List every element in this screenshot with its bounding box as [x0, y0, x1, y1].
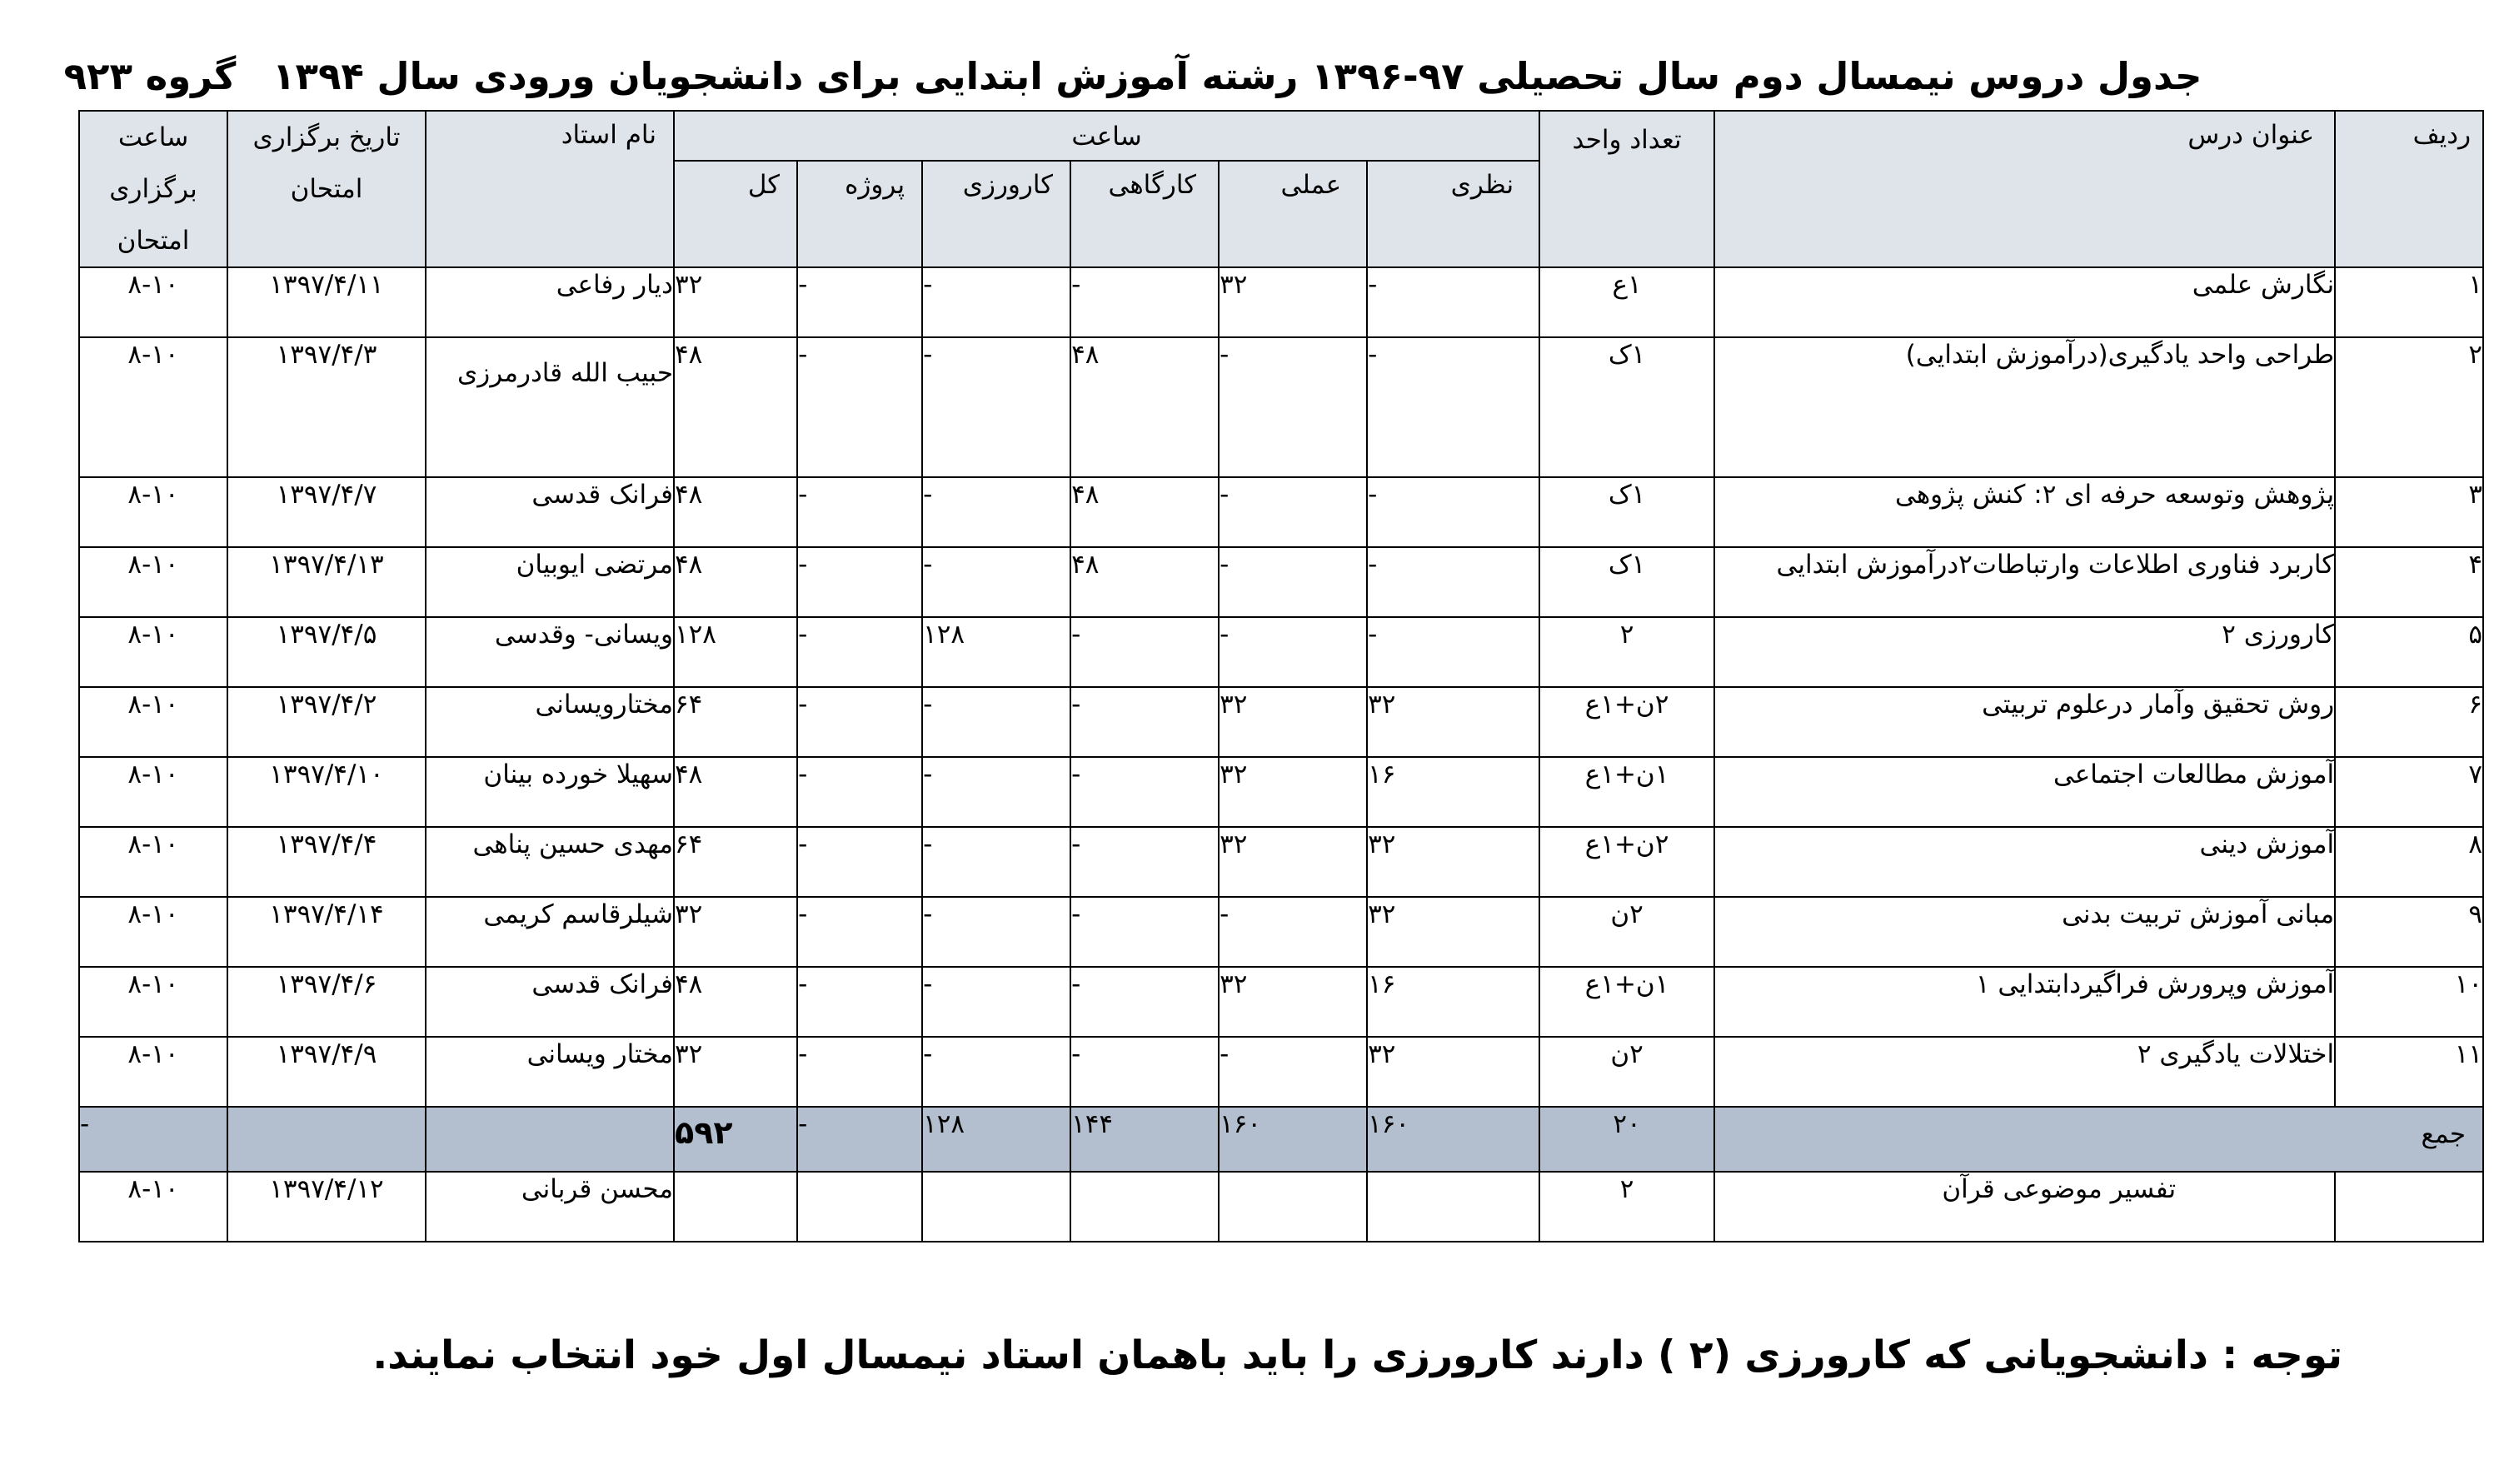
cell-exam-time: ۸-۱۰: [79, 827, 227, 897]
cell-internship: -: [922, 337, 1070, 477]
cell-units: ۲ن+۱ع: [1539, 827, 1714, 897]
page-title: [0, 43, 2266, 110]
cell-total: ۴۸: [674, 477, 797, 547]
cell-project: -: [797, 337, 922, 477]
cell-course-title: کارورزی ۲: [1714, 617, 2335, 687]
cell-project: -: [797, 617, 922, 687]
cell-practical: ۳۲: [1219, 687, 1367, 757]
table-row: [79, 897, 2483, 967]
totals-professor: [426, 1107, 674, 1172]
cell-project: -: [797, 687, 922, 757]
extra-internship: [922, 1172, 1070, 1242]
cell-theory: ۳۲: [1367, 1037, 1539, 1107]
cell-workshop: -: [1070, 267, 1219, 337]
cell-professor: فرانک قدسی: [426, 477, 674, 547]
cell-units: ۲ن: [1539, 897, 1714, 967]
extra-exam-time: ۸-۱۰: [79, 1172, 227, 1242]
cell-course-title: آموزش وپرورش فراگیردابتدایی ۱: [1714, 967, 2335, 1037]
totals-internship: ۱۲۸: [922, 1107, 1070, 1172]
cell-units: ۱ک: [1539, 477, 1714, 547]
cell-professor: شیلرقاسم کریمی: [426, 897, 674, 967]
cell-workshop: ۴۸: [1070, 477, 1219, 547]
cell-theory: ۱۶: [1367, 757, 1539, 827]
cell-project: -: [797, 547, 922, 617]
table-row: [79, 1037, 2483, 1107]
header-course-title: عنوان درس: [1714, 111, 2335, 267]
header-hours: ساعت: [674, 111, 1539, 161]
cell-professor: مرتضی ایوبیان: [426, 547, 674, 617]
cell-row-no: ۵: [2335, 617, 2483, 687]
cell-total: ۴۸: [674, 967, 797, 1037]
cell-exam-time: ۸-۱۰: [79, 337, 227, 477]
cell-row-no: ۶: [2335, 687, 2483, 757]
table-row: [79, 757, 2483, 827]
cell-project: -: [797, 477, 922, 547]
totals-theory: ۱۶۰: [1367, 1107, 1539, 1172]
cell-workshop: -: [1070, 827, 1219, 897]
header-professor: نام استاد: [426, 111, 674, 267]
cell-row-no: ۳: [2335, 477, 2483, 547]
extra-units: ۲: [1539, 1172, 1714, 1242]
cell-exam-date: ۱۳۹۷/۴/۳: [227, 337, 426, 477]
cell-project: -: [797, 897, 922, 967]
cell-total: ۴۸: [674, 547, 797, 617]
cell-total: ۶۴: [674, 687, 797, 757]
cell-exam-date: ۱۳۹۷/۴/۶: [227, 967, 426, 1037]
cell-workshop: ۴۸: [1070, 547, 1219, 617]
table-row: [79, 477, 2483, 547]
cell-total: ۳۲: [674, 1037, 797, 1107]
cell-exam-time: ۸-۱۰: [79, 617, 227, 687]
cell-row-no: ۷: [2335, 757, 2483, 827]
table-row: [79, 267, 2483, 337]
cell-units: ۲: [1539, 617, 1714, 687]
totals-exam-time: -: [79, 1107, 227, 1172]
cell-exam-time: ۸-۱۰: [79, 477, 227, 547]
cell-total: ۶۴: [674, 827, 797, 897]
cell-internship: -: [922, 967, 1070, 1037]
cell-theory: -: [1367, 617, 1539, 687]
cell-exam-time: ۸-۱۰: [79, 967, 227, 1037]
footnote: توجه : دانشجویانی که کارورزی (۲ ) دارند کارورزی را باید باهمان استاد نیمسال اول خود انتخاب نمایند.: [372, 1332, 2342, 1378]
cell-workshop: -: [1070, 1037, 1219, 1107]
cell-professor: مهدی حسین پناهی: [426, 827, 674, 897]
totals-project: -: [797, 1107, 922, 1172]
header-workshop: کارگاهی: [1070, 161, 1219, 267]
table-header: [79, 111, 2483, 267]
cell-internship: -: [922, 267, 1070, 337]
cell-total: ۴۸: [674, 757, 797, 827]
cell-project: -: [797, 827, 922, 897]
cell-row-no: ۸: [2335, 827, 2483, 897]
cell-exam-time: ۸-۱۰: [79, 547, 227, 617]
cell-exam-time: ۸-۱۰: [79, 897, 227, 967]
cell-course-title: آموزش دینی: [1714, 827, 2335, 897]
header-row-no: ردیف: [2335, 111, 2483, 267]
extra-practical: [1219, 1172, 1367, 1242]
cell-course-title: نگارش علمی: [1714, 267, 2335, 337]
extra-exam-date: ۱۳۹۷/۴/۱۲: [227, 1172, 426, 1242]
cell-internship: -: [922, 477, 1070, 547]
cell-course-title: اختلالات یادگیری ۲: [1714, 1037, 2335, 1107]
cell-exam-date: ۱۳۹۷/۴/۱۰: [227, 757, 426, 827]
cell-practical: ۳۲: [1219, 757, 1367, 827]
cell-practical: -: [1219, 617, 1367, 687]
cell-project: -: [797, 757, 922, 827]
cell-total: ۴۸: [674, 337, 797, 477]
cell-row-no: ۱۱: [2335, 1037, 2483, 1107]
cell-workshop: -: [1070, 617, 1219, 687]
cell-workshop: ۴۸: [1070, 337, 1219, 477]
header-exam-time: ساعت برگزاری امتحان: [79, 111, 227, 267]
cell-course-title: آموزش مطالعات اجتماعی: [1714, 757, 2335, 827]
header-units: تعداد واحد: [1539, 111, 1714, 267]
cell-workshop: -: [1070, 967, 1219, 1037]
cell-theory: -: [1367, 547, 1539, 617]
cell-internship: -: [922, 687, 1070, 757]
cell-exam-time: ۸-۱۰: [79, 1037, 227, 1107]
table-row: [79, 617, 2483, 687]
table-row: [79, 547, 2483, 617]
cell-workshop: -: [1070, 687, 1219, 757]
table-row: [79, 337, 2483, 477]
title-group: گروه ۹۲۳: [63, 54, 237, 98]
cell-theory: ۳۲: [1367, 827, 1539, 897]
extra-theory: [1367, 1172, 1539, 1242]
cell-workshop: -: [1070, 757, 1219, 827]
cell-course-title: پژوهش وتوسعه حرفه ای ۲: کنش پژوهی: [1714, 477, 2335, 547]
cell-course-title: مبانی آموزش تربیت بدنی: [1714, 897, 2335, 967]
cell-internship: ۱۲۸: [922, 617, 1070, 687]
cell-theory: -: [1367, 337, 1539, 477]
cell-row-no: ۹: [2335, 897, 2483, 967]
cell-exam-time: ۸-۱۰: [79, 757, 227, 827]
totals-row: [79, 1107, 2483, 1172]
cell-exam-date: ۱۳۹۷/۴/۲: [227, 687, 426, 757]
extra-total: [674, 1172, 797, 1242]
cell-project: -: [797, 967, 922, 1037]
totals-units: ۲۰: [1539, 1107, 1714, 1172]
cell-practical: ۳۲: [1219, 967, 1367, 1037]
table-row: [79, 967, 2483, 1037]
cell-internship: -: [922, 897, 1070, 967]
cell-professor: فرانک قدسی: [426, 967, 674, 1037]
cell-exam-date: ۱۳۹۷/۴/۱۱: [227, 267, 426, 337]
table-row: [79, 687, 2483, 757]
cell-project: -: [797, 267, 922, 337]
cell-units: ۲ن: [1539, 1037, 1714, 1107]
cell-professor: دیار رفاعی: [426, 267, 674, 337]
cell-internship: -: [922, 1037, 1070, 1107]
cell-total: ۳۲: [674, 897, 797, 967]
cell-practical: -: [1219, 897, 1367, 967]
cell-row-no: ۱: [2335, 267, 2483, 337]
cell-practical: -: [1219, 547, 1367, 617]
cell-row-no: ۲: [2335, 337, 2483, 477]
cell-theory: ۳۲: [1367, 897, 1539, 967]
cell-internship: -: [922, 757, 1070, 827]
cell-practical: -: [1219, 477, 1367, 547]
cell-units: ۱ک: [1539, 337, 1714, 477]
cell-professor: مختارویسانی: [426, 687, 674, 757]
cell-theory: -: [1367, 477, 1539, 547]
cell-row-no: ۱۰: [2335, 967, 2483, 1037]
cell-course-title: طراحی واحد یادگیری(درآموزش ابتدایی): [1714, 337, 2335, 477]
header-practical: عملی: [1219, 161, 1367, 267]
extra-professor: محسن قربانی: [426, 1172, 674, 1242]
table-row: [79, 827, 2483, 897]
extra-course-row: [79, 1172, 2483, 1242]
cell-professor: حبیب الله قادرمرزی: [426, 337, 674, 477]
cell-practical: -: [1219, 337, 1367, 477]
cell-practical: -: [1219, 1037, 1367, 1107]
cell-professor: ویسانی- وقدسی: [426, 617, 674, 687]
totals-label: جمع: [1714, 1107, 2483, 1172]
totals-workshop: ۱۴۴: [1070, 1107, 1219, 1172]
cell-total: ۳۲: [674, 267, 797, 337]
cell-row-no: ۴: [2335, 547, 2483, 617]
cell-exam-date: ۱۳۹۷/۴/۵: [227, 617, 426, 687]
cell-theory: ۳۲: [1367, 687, 1539, 757]
cell-exam-time: ۸-۱۰: [79, 267, 227, 337]
extra-row-no: [2335, 1172, 2483, 1242]
cell-course-title: روش تحقیق وآمار درعلوم تربیتی: [1714, 687, 2335, 757]
cell-exam-date: ۱۳۹۷/۴/۷: [227, 477, 426, 547]
cell-workshop: -: [1070, 897, 1219, 967]
cell-exam-date: ۱۳۹۷/۴/۱۳: [227, 547, 426, 617]
title-main: جدول دروس نیمسال دوم سال تحصیلی ۹۷-۱۳۹۶ رشته آموزش ابتدایی برای دانشجویان ورودی سال ۱۳۹۴: [272, 54, 2202, 98]
cell-theory: -: [1367, 267, 1539, 337]
cell-total: ۱۲۸: [674, 617, 797, 687]
cell-units: ۲ن+۱ع: [1539, 687, 1714, 757]
cell-internship: -: [922, 547, 1070, 617]
cell-practical: ۳۲: [1219, 827, 1367, 897]
cell-exam-date: ۱۳۹۷/۴/۹: [227, 1037, 426, 1107]
totals-exam-date: [227, 1107, 426, 1172]
cell-professor: مختار ویسانی: [426, 1037, 674, 1107]
cell-practical: ۳۲: [1219, 267, 1367, 337]
header-theory: نظری: [1367, 161, 1539, 267]
header-exam-date: تاریخ برگزاری امتحان: [227, 111, 426, 267]
table-body: [79, 267, 2483, 1242]
cell-units: ۱ع: [1539, 267, 1714, 337]
extra-project: [797, 1172, 922, 1242]
totals-total: ۵۹۲: [674, 1107, 797, 1172]
cell-units: ۱ک: [1539, 547, 1714, 617]
extra-course-title: تفسیر موضوعی قرآن: [1714, 1172, 2335, 1242]
header-internship: کارورزی: [922, 161, 1070, 267]
course-schedule-table: [78, 110, 2484, 1242]
cell-internship: -: [922, 827, 1070, 897]
cell-exam-time: ۸-۱۰: [79, 687, 227, 757]
header-project: پروژه: [797, 161, 922, 267]
totals-practical: ۱۶۰: [1219, 1107, 1367, 1172]
header-total: کل: [674, 161, 797, 267]
cell-exam-date: ۱۳۹۷/۴/۱۴: [227, 897, 426, 967]
cell-theory: ۱۶: [1367, 967, 1539, 1037]
cell-project: -: [797, 1037, 922, 1107]
cell-professor: سهیلا خورده بینان: [426, 757, 674, 827]
cell-units: ۱ن+۱ع: [1539, 757, 1714, 827]
cell-exam-date: ۱۳۹۷/۴/۴: [227, 827, 426, 897]
cell-units: ۱ن+۱ع: [1539, 967, 1714, 1037]
cell-course-title: کاربرد فناوری اطلاعات وارتباطات۲درآموزش ابتدایی: [1714, 547, 2335, 617]
extra-workshop: [1070, 1172, 1219, 1242]
